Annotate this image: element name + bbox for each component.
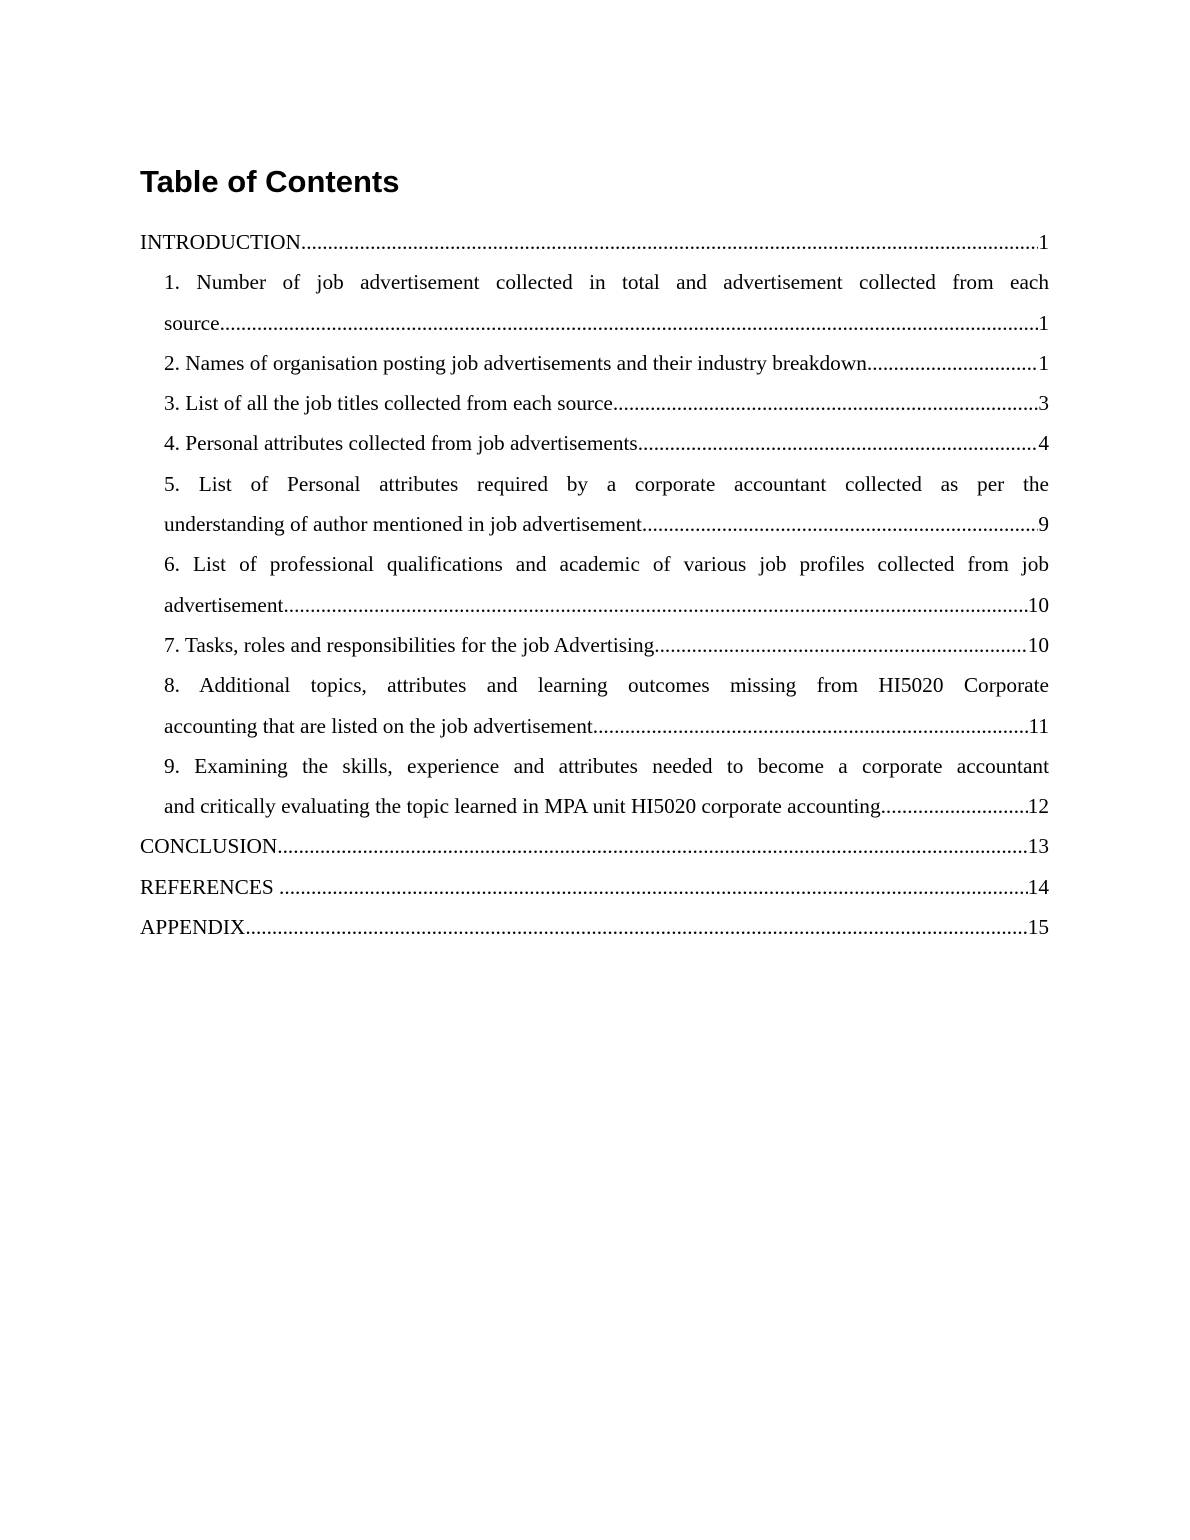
toc-page-number: 1 xyxy=(1038,230,1049,254)
toc-entry-8[interactable] xyxy=(140,665,1049,746)
toc-entry-6[interactable] xyxy=(140,544,1049,625)
toc-entry-text: APPENDIX xyxy=(140,915,246,940)
toc-page-number: 10 xyxy=(1027,592,1049,617)
toc-entry-2[interactable] xyxy=(140,343,1049,383)
toc-entry-7[interactable] xyxy=(140,625,1049,665)
toc-page-number: 9 xyxy=(1038,512,1049,537)
dot-leader xyxy=(654,625,1027,665)
dot-leader xyxy=(638,423,1039,463)
toc-entry-text: understanding of author mentioned in job advertisement xyxy=(164,512,642,537)
toc-entry-introduction[interactable] xyxy=(140,222,1049,262)
toc-entry-text: and critically evaluating the topic learned in MPA unit HI5020 corporate accounting xyxy=(164,794,881,819)
toc-entry-references[interactable] xyxy=(140,867,1049,907)
toc-entry-3[interactable] xyxy=(140,383,1049,423)
toc-entry-text: 4. Personal attributes collected from job advertisements xyxy=(164,431,638,456)
toc-page-number: 3 xyxy=(1038,391,1049,416)
dot-leader xyxy=(593,706,1029,746)
toc-page-number: 14 xyxy=(1027,874,1049,899)
toc-page-number: 1 xyxy=(1038,350,1049,375)
toc-entry-text: INTRODUCTION xyxy=(140,230,301,254)
dot-leader xyxy=(867,343,1038,383)
toc-entry-text-line1: 9. Examining the skills, experience and attributes needed to become a corporate accountant xyxy=(164,753,1049,778)
toc-entry-5[interactable] xyxy=(140,464,1049,545)
toc-entry-text-line1: 6. List of professional qualifications and academic of various job profiles collected from job xyxy=(164,552,1049,577)
dot-leader xyxy=(881,786,1028,826)
dot-leader xyxy=(283,585,1027,625)
toc-entry-appendix[interactable] xyxy=(140,907,1049,947)
toc-entry-conclusion[interactable] xyxy=(140,826,1049,866)
toc-page-number: 1 xyxy=(1038,310,1049,335)
dot-leader xyxy=(277,826,1027,866)
toc-page-number: 12 xyxy=(1027,794,1049,819)
toc-entry-text-line1: 1. Number of job advertisement collected in total and advertisement collected from each xyxy=(164,270,1049,295)
toc-entry-text: accounting that are listed on the job advertisement xyxy=(164,713,593,738)
toc-entry-text: 2. Names of organisation posting job advertisements and their industry breakdown xyxy=(164,350,867,375)
toc-entry-1[interactable] xyxy=(140,262,1049,343)
toc-page-number: 10 xyxy=(1027,632,1049,657)
dot-leader xyxy=(220,303,1039,343)
toc-page-number: 13 xyxy=(1027,834,1049,859)
toc-page-number: 15 xyxy=(1027,915,1049,940)
toc-entry-text: 7. Tasks, roles and responsibilities for the job Advertising xyxy=(164,632,655,657)
toc-entry-text: source xyxy=(164,310,220,335)
toc-entry-text-line1: 5. List of Personal attributes required by a corporate accountant collected as per the xyxy=(164,471,1049,496)
toc-page-number: 4 xyxy=(1038,431,1049,456)
dot-leader xyxy=(613,383,1038,423)
dot-leader xyxy=(642,504,1038,544)
toc-page-number: 11 xyxy=(1028,713,1049,738)
toc-entry-text: 3. List of all the job titles collected from each source xyxy=(164,391,613,416)
toc-entry-text: CONCLUSION xyxy=(140,834,278,859)
toc-entry-4[interactable] xyxy=(140,423,1049,463)
dot-leader xyxy=(245,907,1027,947)
toc-entry-text: advertisement xyxy=(164,592,284,617)
toc-entry-text-line1: 8. Additional topics, attributes and learning outcomes missing from HI5020 Corporate xyxy=(164,673,1049,698)
toc-entry-text: REFERENCES xyxy=(140,874,280,899)
dot-leader xyxy=(279,867,1028,907)
toc-title: Table of Contents xyxy=(140,164,400,199)
dot-leader xyxy=(301,222,1038,262)
toc-list xyxy=(140,222,1049,947)
toc-entry-9[interactable] xyxy=(140,746,1049,827)
